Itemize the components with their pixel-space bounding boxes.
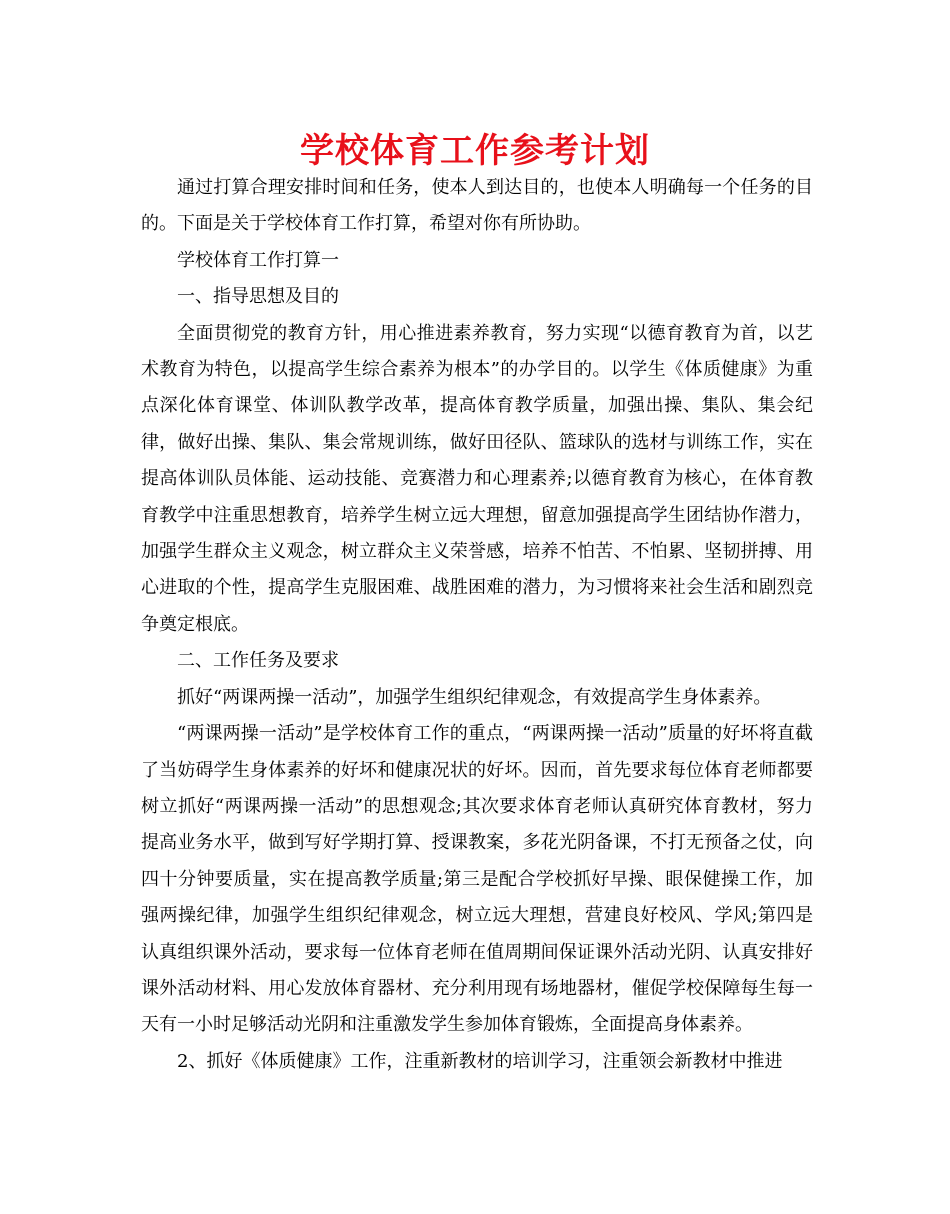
intro-paragraph: 通过打算合理安排时间和任务，使本人到达目的，也使本人明确每一个任务的目的。下面是关于学校体育工作打算，希望对你有所协助。 [141, 177, 813, 235]
physical-health-paragraph: 2、抓好《体质健康》工作，注重新教材的培训学习，注重领会新教材中推进 [177, 1050, 783, 1072]
two-classes-paragraph: “两课两操一活动”是学校体育工作的重点，“两课两操一活动”质量的好坏将直截了当妨碍学生身体素养的好坏和健康况状的好坏。因而，首先要求每位体育老师都要树立抓好“两课两操一活动”的思想观念;其次要求体育老师认真研究体育教材，努力提高业务水平，做到写好学期打算、授课教案，多花光阴备课，不打无预备之仗，向四十分钟要质量，实在提高教学质量;第三是配合学校抓好早操、眼保健操工作，加强两操纪律，加强学生组织纪律观念，树立远大理想，营建良好校风、学风;第四是认真组织课外活动，要求每一位体育老师在值周期间保证课外活动光阴、认真安排好课外活动材料、用心发放体育器材、充分利用现有场地器材，催促学校保障每生每一天有一小时足够活动光阴和注重激发学生参加体育锻炼，全面提高身体素养。 [141, 723, 813, 1036]
guiding-ideas-paragraph: 全面贯彻党的教育方针，用心推进素养教育，努力实现“以德育教育为首，以艺术教育为特色，以提高学生综合素养为根本”的办学目的。以学生《体质健康》为重点深化体育课堂、体训队教学改革，提高体育教学质量，加强出操、集队、集会纪律，做好出操、集队、集会常规训练，做好田径队、篮球队的选材与训练工作，实在提高体训队员体能、运动技能、竞赛潜力和心理素养;以德育教育为核心，在体育教育教学中注重思想教育，培养学生树立远大理想，留意加强提高学生团结协作潜力，加强学生群众主义观念，树立群众主义荣誉感，培养不怕苦、不怕累、坚韧拼搏、用心进取的个性，提高学生克服困难、战胜困难的潜力，为习惯将来社会生活和剧烈竞争奠定根底。 [141, 322, 813, 635]
plan-one-heading: 学校体育工作打算一 [177, 249, 339, 271]
document-body [141, 170, 813, 1080]
document-title: 学校体育工作参考计划 [300, 131, 650, 171]
tasks-intro-paragraph: 抓好“两课两操一活动”，加强学生组织纪律观念，有效提高学生身体素养。 [177, 686, 772, 708]
section-heading-guiding-ideas: 一、指导思想及目的 [177, 286, 339, 308]
section-heading-tasks: 二、工作任务及要求 [177, 650, 339, 672]
